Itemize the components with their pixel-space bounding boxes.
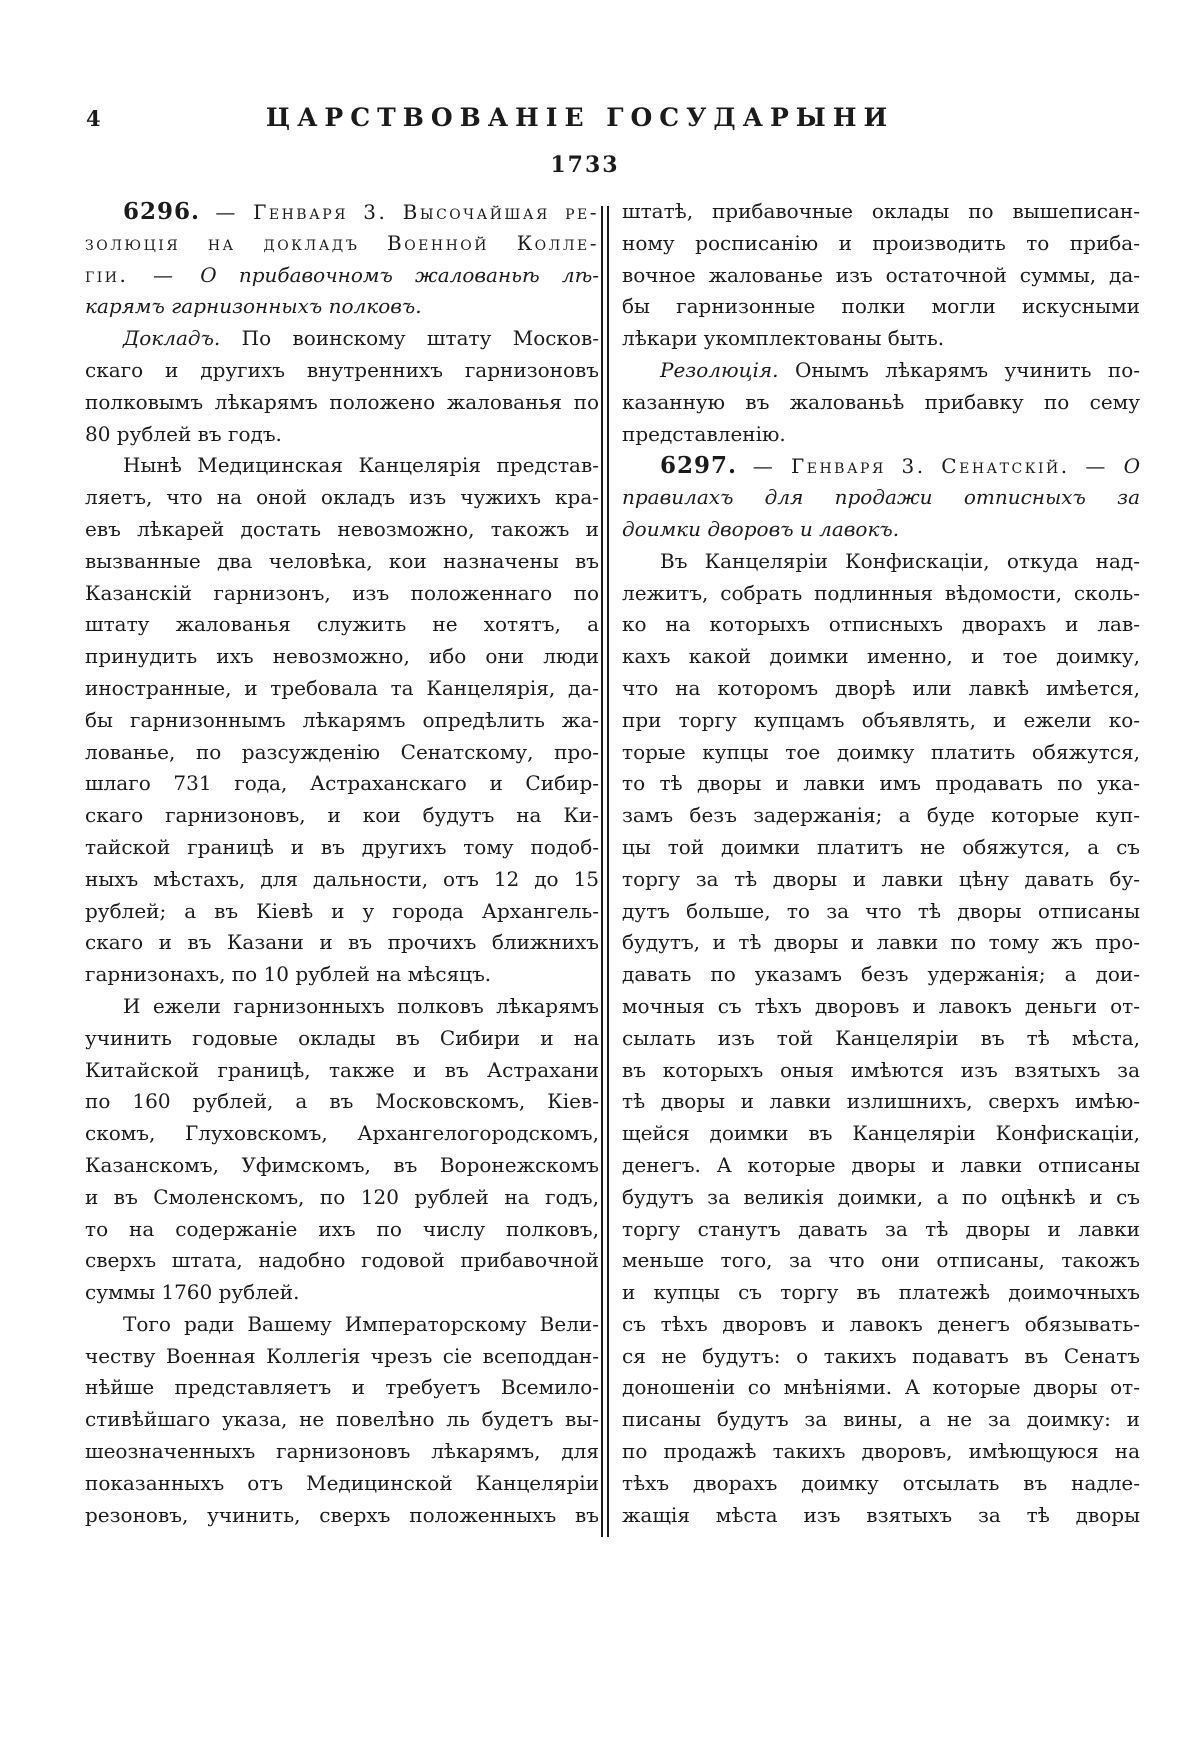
text-line xyxy=(622,1372,1140,1404)
text-line xyxy=(622,832,1140,864)
text-line xyxy=(85,323,599,355)
text-line xyxy=(85,1404,599,1436)
text-line xyxy=(85,1023,599,1055)
text-line xyxy=(622,896,1140,928)
text-line xyxy=(85,1086,599,1118)
text-line xyxy=(622,546,1140,578)
text-segment: тайской границѣ и въ другихъ тому подоб- xyxy=(85,834,599,859)
text-segment: О xyxy=(1123,454,1140,479)
text-segment: доношеніи со мнѣніями. А которые дворы от- xyxy=(622,1375,1140,1400)
text-line xyxy=(622,1468,1140,1500)
text-line xyxy=(85,546,599,578)
text-segment: 6297. xyxy=(660,452,738,480)
text-segment: Нынѣ Медицинская Канцелярія представ- xyxy=(123,453,599,478)
text-line xyxy=(622,1245,1140,1277)
text-segment: нѣйше представляетъ и требуетъ Всемило- xyxy=(85,1375,599,1400)
text-line xyxy=(622,1277,1140,1309)
text-segment: По воинскому штату Москов- xyxy=(220,326,599,351)
text-line xyxy=(85,1150,599,1182)
text-line xyxy=(622,514,1140,546)
text-segment: вызванные два человѣка, кои назначены въ xyxy=(85,548,599,573)
text-segment: иностранные, и требовала та Канцелярія, да- xyxy=(85,675,599,700)
text-line xyxy=(85,514,599,546)
text-line xyxy=(622,1341,1140,1373)
text-segment: и купцы съ торгу въ платежѣ доимочныхъ xyxy=(622,1280,1140,1305)
text-segment: скаго и въ Казани и въ прочихъ ближнихъ xyxy=(85,930,599,955)
text-segment: въ которыхъ оныя имѣются изъ взятыхъ за xyxy=(622,1057,1140,1082)
text-line xyxy=(622,800,1140,832)
text-segment: шлаго 731 года, Астраханскаго и Сибир- xyxy=(85,771,599,796)
text-segment: шеозначенныхъ гарнизоновъ лѣкарямъ, для xyxy=(85,1439,599,1464)
text-line xyxy=(85,482,599,514)
text-segment: бы гарнизонные полки могли искусными xyxy=(622,294,1140,319)
text-line xyxy=(85,705,599,737)
text-line xyxy=(622,355,1140,387)
text-line xyxy=(622,927,1140,959)
left-column xyxy=(85,196,599,1531)
text-line xyxy=(85,291,599,323)
text-line xyxy=(85,1245,599,1277)
text-line xyxy=(85,228,599,260)
text-line xyxy=(622,578,1140,610)
text-segment: — Генваря 3. Сенатскій. — xyxy=(737,454,1124,479)
text-segment: доимки дворовъ и лавокъ. xyxy=(622,516,900,541)
text-segment: гарнизонахъ, по 10 рублей на мѣсяцъ. xyxy=(85,962,492,987)
text-line xyxy=(622,864,1140,896)
text-line xyxy=(622,768,1140,800)
text-segment: торгу за тѣ дворы и лавки цѣну давать бу- xyxy=(622,866,1140,891)
text-segment: резоновъ, учинить, сверхъ положенныхъ въ xyxy=(85,1502,599,1527)
text-segment: ляетъ, что на оной окладъ изъ чужихъ кра- xyxy=(85,485,599,510)
text-line xyxy=(622,419,1140,451)
text-line xyxy=(85,355,599,387)
text-line xyxy=(622,196,1140,228)
text-segment: правилахъ для продажи отписныхъ за xyxy=(622,485,1140,510)
text-segment: Того ради Вашему Императорскому Вели- xyxy=(123,1311,599,1336)
text-line xyxy=(622,641,1140,673)
text-segment: вочное жалованье изъ остаточной суммы, да- xyxy=(622,262,1140,287)
text-segment: принудить ихъ невозможно, ибо они люди xyxy=(85,644,599,669)
text-segment: торые купцы тое доимку платить обяжутся, xyxy=(622,739,1140,764)
text-segment: тѣ дворы и лавки излишнихъ, сверхъ имѣю- xyxy=(622,1089,1140,1114)
text-line xyxy=(85,991,599,1023)
text-segment: гіи. — xyxy=(85,262,201,287)
text-line xyxy=(85,1468,599,1500)
text-segment: учинить годовые оклады въ Сибири и на xyxy=(85,1025,599,1050)
text-segment: Казанскій гарнизонъ, изъ положеннаго по xyxy=(85,580,599,605)
text-segment: щейся доимки въ Канцеляріи Конфискаціи, xyxy=(622,1121,1140,1146)
text-segment: бы гарнизоннымъ лѣкарямъ опредѣлить жа- xyxy=(85,707,599,732)
text-line xyxy=(622,1118,1140,1150)
text-segment: Казанскомъ, Уфимскомъ, въ Воронежскомъ xyxy=(85,1152,599,1177)
text-line xyxy=(85,1118,599,1150)
text-line xyxy=(85,578,599,610)
text-segment: полковымъ лѣкарямъ положено жалованья по xyxy=(85,389,599,414)
text-line xyxy=(85,260,599,292)
text-line xyxy=(622,705,1140,737)
text-line xyxy=(85,1436,599,1468)
text-line xyxy=(622,1086,1140,1118)
text-line xyxy=(622,959,1140,991)
text-line xyxy=(85,1055,599,1087)
text-segment: ному росписанію и производить то приба- xyxy=(622,230,1140,255)
text-line xyxy=(622,291,1140,323)
text-segment: тѣхъ дворахъ доимку отсылать въ надле- xyxy=(622,1470,1140,1495)
text-line xyxy=(622,1309,1140,1341)
text-segment: казанную въ жалованьѣ прибавку по сему xyxy=(622,389,1140,414)
text-line xyxy=(622,737,1140,769)
text-segment: мочныя съ тѣхъ дворовъ и лавокъ деньги от- xyxy=(622,993,1140,1018)
text-segment: меньше того, за что они отписаны, такожъ xyxy=(622,1248,1140,1273)
text-line xyxy=(85,641,599,673)
text-segment: будутъ за великія доимки, а по оцѣнкѣ и съ xyxy=(622,1184,1140,1209)
text-line xyxy=(85,609,599,641)
text-segment: скаго и другихъ внутреннихъ гарнизоновъ xyxy=(85,357,599,382)
text-segment: ся не будутъ: о такихъ подаватъ въ Сенатъ xyxy=(622,1343,1140,1368)
page-year: 1733 xyxy=(550,152,620,178)
text-line xyxy=(622,228,1140,260)
text-line xyxy=(622,1182,1140,1214)
text-line xyxy=(85,673,599,705)
text-line xyxy=(85,927,599,959)
text-segment: скаго гарнизоновъ, и кои будутъ на Ки- xyxy=(85,803,599,828)
text-line xyxy=(85,768,599,800)
text-line xyxy=(85,864,599,896)
text-segment: О прибавочномъ жалованьѣ лѣ- xyxy=(200,262,599,287)
text-line xyxy=(85,1341,599,1373)
text-segment: давать по указамъ безъ удержанія; а дои- xyxy=(622,962,1140,987)
text-segment: 80 рублей въ годъ. xyxy=(85,421,282,446)
text-segment: лованье, по разсужденію Сенатскому, про- xyxy=(85,739,599,764)
text-segment: 6296. xyxy=(123,198,201,225)
text-segment: и въ Смоленскомъ, по 120 рублей на годъ, xyxy=(85,1184,599,1209)
text-line xyxy=(622,1404,1140,1436)
text-segment: ко на которыхъ отписныхъ дворахъ и лав- xyxy=(622,612,1140,637)
text-line xyxy=(85,419,599,451)
text-line xyxy=(622,991,1140,1023)
text-segment: скомъ, Глуховскомъ, Архангелогородскомъ, xyxy=(85,1121,599,1146)
text-segment: писаны будутъ за вины, а не за доимку: и xyxy=(622,1407,1140,1432)
text-line xyxy=(85,1277,599,1309)
text-segment: штатѣ, прибавочные оклады по вышеписан- xyxy=(622,199,1140,223)
text-line xyxy=(85,1500,599,1532)
text-line xyxy=(85,450,599,482)
text-segment: дутъ больше, то за что тѣ дворы отписаны xyxy=(622,898,1140,923)
text-segment: И ежели гарнизонныхъ полковъ лѣкарямъ xyxy=(123,993,599,1018)
text-line xyxy=(622,323,1140,355)
text-segment: при торгу купцамъ объявлять, и ежели ко- xyxy=(622,707,1140,732)
text-segment: стивѣйшаго указа, не повелѣно ль будетъ вы- xyxy=(85,1407,599,1432)
right-column xyxy=(622,196,1140,1531)
text-line xyxy=(622,1500,1140,1532)
text-line xyxy=(85,196,599,228)
text-line xyxy=(622,1023,1140,1055)
text-line xyxy=(85,800,599,832)
text-segment: замъ безъ задержанія; а буде которые куп- xyxy=(622,803,1140,828)
text-segment: лежитъ, собрать подлинныя вѣдомости, сколь- xyxy=(622,580,1140,605)
text-segment: золюція на докладъ Военной Колле- xyxy=(85,230,599,255)
text-segment: будутъ, и тѣ дворы и лавки по тому жъ про- xyxy=(622,930,1140,955)
text-segment: съ тѣхъ дворовъ и лавокъ денегъ обязывать- xyxy=(622,1311,1140,1336)
text-segment: лѣкари укомплектованы быть. xyxy=(622,326,945,351)
text-segment: представленію. xyxy=(622,421,786,446)
text-segment: то тѣ дворы и лавки имъ продавать по ука- xyxy=(622,771,1140,796)
text-segment: карямъ гарнизонныхъ полковъ. xyxy=(85,294,422,319)
text-segment: денегъ. А которые дворы и лавки отписаны xyxy=(622,1152,1140,1177)
text-line xyxy=(622,450,1140,482)
text-line xyxy=(85,832,599,864)
text-line xyxy=(622,673,1140,705)
text-line xyxy=(85,1182,599,1214)
page-number: 4 xyxy=(86,106,101,131)
text-segment: — Генваря 3. Высочайшая ре- xyxy=(200,200,599,224)
page-header-title: ЦАРСТВОВАНІЕ ГОСУДАРЫНИ xyxy=(265,103,895,132)
text-segment: Китайской границѣ, также и въ Астрахани xyxy=(85,1057,599,1082)
text-segment: по продажѣ такихъ дворовъ, имѣющуюся на xyxy=(622,1439,1140,1464)
text-segment: по 160 рублей, а въ Московскомъ, Кіев- xyxy=(85,1089,599,1114)
text-segment: суммы 1760 рублей. xyxy=(85,1280,300,1305)
text-line xyxy=(622,609,1140,641)
text-segment: что на которомъ дворѣ или лавкѣ имѣется, xyxy=(622,675,1140,700)
text-line xyxy=(85,387,599,419)
text-line xyxy=(85,1372,599,1404)
text-segment: честву Военная Коллегія чрезъ сіе всеподдан- xyxy=(85,1343,599,1368)
text-segment: ныхъ мѣстахъ, для дальности, отъ 12 до 15 xyxy=(85,866,599,891)
text-segment: Въ Канцеляріи Конфискаціи, откуда над- xyxy=(660,548,1140,573)
text-line xyxy=(622,1436,1140,1468)
text-segment: кахъ какой доимки именно, и тое доимку, xyxy=(622,644,1140,669)
text-line xyxy=(622,1214,1140,1246)
text-line xyxy=(622,387,1140,419)
text-segment: евъ лѣкарей достать невозможно, такожъ и xyxy=(85,516,599,541)
column-divider xyxy=(601,206,609,1537)
text-segment: сверхъ штата, надобно годовой прибавочной xyxy=(85,1248,599,1273)
text-line xyxy=(622,260,1140,292)
text-segment: то на содержаніе ихъ по числу полковъ, xyxy=(85,1216,599,1241)
text-segment: показанныхъ отъ Медицинской Канцеляріи xyxy=(85,1470,599,1495)
text-segment: Докладъ. xyxy=(123,326,221,351)
text-segment: рублей; а въ Кіевѣ и у города Архангель- xyxy=(85,898,599,923)
text-line xyxy=(622,482,1140,514)
text-segment: сылать изъ той Канцеляріи въ тѣ мѣста, xyxy=(622,1025,1140,1050)
text-segment: торгу станутъ давать за тѣ дворы и лавки xyxy=(622,1216,1140,1241)
text-line xyxy=(622,1150,1140,1182)
text-segment: цы той доимки платитъ не обяжутся, а съ xyxy=(622,834,1140,859)
text-segment: жащія мѣста изъ взятыхъ за тѣ дворы xyxy=(622,1502,1140,1527)
text-line xyxy=(85,1309,599,1341)
text-line xyxy=(85,896,599,928)
text-line xyxy=(85,959,599,991)
text-segment: штату жалованья служить не хотятъ, а xyxy=(85,612,599,637)
text-line xyxy=(85,737,599,769)
text-line xyxy=(85,1214,599,1246)
text-line xyxy=(622,1055,1140,1087)
text-segment: Резолюція. xyxy=(660,357,779,382)
text-segment: Онымъ лѣкарямъ учинить по- xyxy=(778,357,1140,382)
